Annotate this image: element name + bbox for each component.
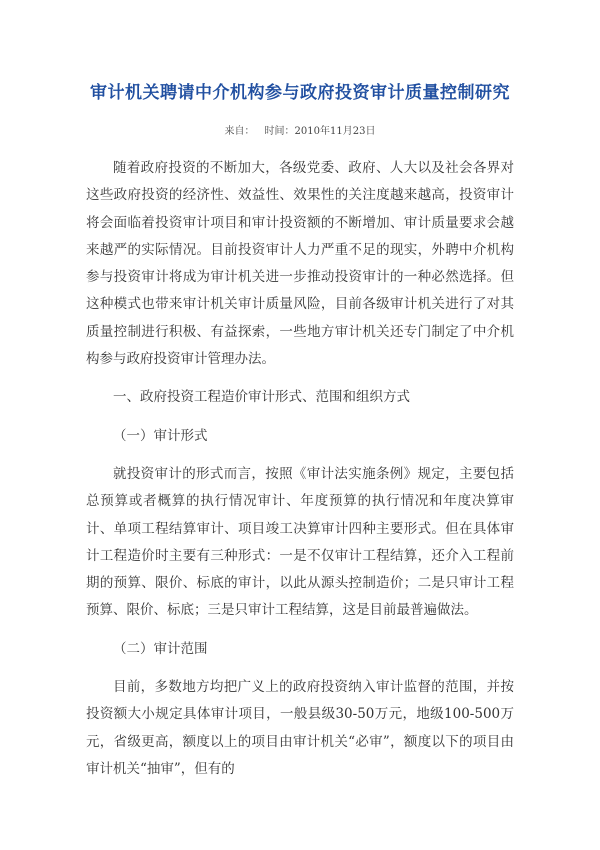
paragraph-intro: 随着政府投资的不断加大，各级党委、政府、人大以及社会各界对这些政府投资的经济性、效益性、效果性的关注度越来越高，投资审计将会面临着投资审计项目和审计投资额的不断增加、审计质量要求会越来越严的实际情况。目前投资审计人力严重不足的现实，外聘中介机构参与投资审计将成为审计机关进一步推动投资审计的一种必然选择。但这种模式也带来审计机关审计质量风险，目前各级审计机关进行了对其质量控制进行积极、有益探索，一些地方审计机关还专门制定了中介机构参与政府投资审计管理办法。 — [86, 160, 514, 368]
subsection-heading-2: （二）审计范围 — [113, 640, 208, 657]
time-label: 时间：2010年11月23日 — [264, 126, 376, 137]
section-heading-1: 一、政府投资工程造价审计形式、范围和组织方式 — [113, 389, 410, 406]
article-meta — [0, 122, 600, 137]
paragraph-audit-form: 就投资审计的形式而言，按照《审计法实施条例》规定，主要包括总预算或者概算的执行情况审计、年度预算的执行情况和年度决算审计、单项工程结算审计、项目竣工决算审计四种主要形式。但在具体审计工程造价时主要有三种形式：一是不仅审计工程结算，还介入工程前期的预算、限价、标底的审计，以此从源头控制造价；二是只审计工程预算、限价、标底；三是只审计工程结算，这是目前最普遍做法。 — [86, 465, 514, 619]
article-body — [86, 155, 514, 794]
subsection-heading-1: （一）审计形式 — [113, 427, 208, 444]
paragraph-audit-scope: 目前，多数地方均把广义上的政府投资纳入审计监督的范围，并按投资额大小规定具体审计项目，一般县级30-50万元，地级100-500万元，省级更高，额度以上的项目由审计机关“必审”，额度以下的项目由审计机关“抽审”，但有的 — [86, 679, 514, 777]
article-title: 审计机关聘请中介机构参与政府投资审计质量控制研究 — [90, 83, 510, 103]
source-label: 来自： — [224, 126, 255, 137]
